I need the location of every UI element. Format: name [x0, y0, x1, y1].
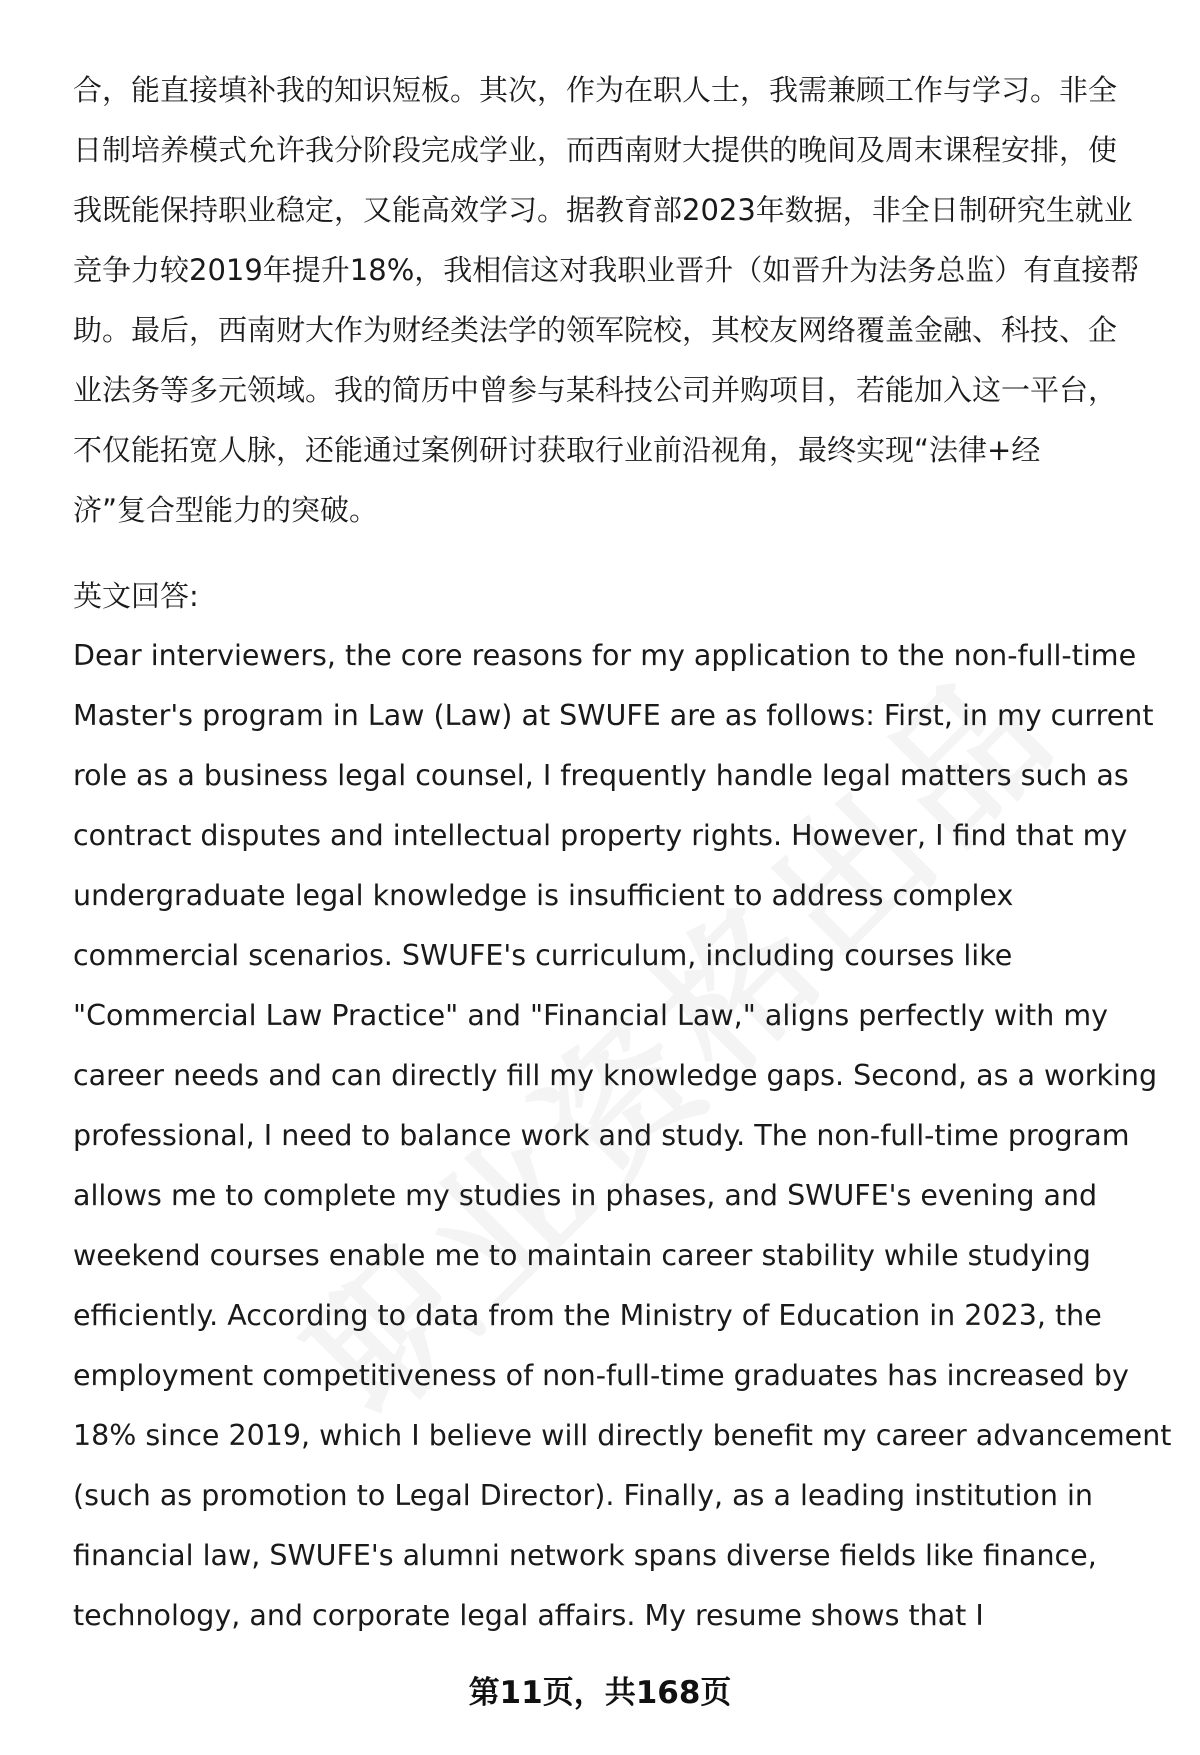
text-line: undergraduate legal knowledge is insufficient to address complex	[73, 879, 1014, 912]
text-line: "Commercial Law Practice" and "Financial Law," aligns perfectly with my	[73, 999, 1108, 1032]
chinese-answer	[73, 60, 1153, 540]
text-line: Master's program in Law (Law) at SWUFE are as follows: First, in my current	[73, 699, 1154, 732]
text-line: commercial scenarios. SWUFE's curriculum, including courses like	[73, 939, 1013, 972]
text-line: 日制培养模式允许我分阶段完成学业，而西南财大提供的晚间及周末课程安排，使	[73, 133, 1118, 167]
paragraph-gap	[73, 540, 1153, 566]
text-line: (such as promotion to Legal Director). Finally, as a leading institution in	[73, 1479, 1093, 1512]
text-line: career needs and can directly fill my knowledge gaps. Second, as a working	[73, 1059, 1158, 1092]
text-line: role as a business legal counsel, I frequently handle legal matters such as	[73, 759, 1129, 792]
text-line: 济”复合型能力的突破。	[73, 493, 379, 527]
text-line: financial law, SWUFE's alumni network spans diverse fields like finance,	[73, 1539, 1097, 1572]
text-line: professional, I need to balance work and study. The non-full-time program	[73, 1119, 1130, 1152]
text-line: allows me to complete my studies in phases, and SWUFE's evening and	[73, 1179, 1098, 1212]
text-line: 18% since 2019, which I believe will directly benefit my career advancement	[73, 1419, 1172, 1452]
document-body	[73, 60, 1172, 1646]
text-line: 业法务等多元领域。我的简历中曾参与某科技公司并购项目，若能加入这一平台，	[73, 373, 1118, 407]
english-answer	[73, 626, 1172, 1646]
text-line: 我既能保持职业稳定，又能高效学习。据教育部2023年数据，非全日制研究生就业	[73, 193, 1133, 227]
text-line: Dear interviewers, the core reasons for my application to the non-full-time	[73, 639, 1137, 672]
text-line: 助。最后，西南财大作为财经类法学的领军院校，其校友网络覆盖金融、科技、企	[73, 313, 1118, 347]
text-line: contract disputes and intellectual property rights. However, I find that my	[73, 819, 1128, 852]
text-line: efficiently. According to data from the Ministry of Education in 2023, the	[73, 1299, 1102, 1332]
text-line: technology, and corporate legal affairs. My resume shows that I	[73, 1599, 984, 1632]
text-line: 不仅能拓宽人脉，还能通过案例研讨获取行业前沿视角，最终实现“法律+经	[73, 433, 1041, 467]
text-line: 竞争力较2019年提升18%，我相信这对我职业晋升（如晋升为法务总监）有直接帮	[73, 253, 1140, 287]
text-line: 合，能直接填补我的知识短板。其次，作为在职人士，我需兼顾工作与学习。非全	[73, 73, 1118, 107]
english-answer-heading: 英文回答:	[73, 579, 199, 613]
page-number-footer: 第11页，共168页	[468, 1675, 732, 1711]
text-line: employment competitiveness of non-full-time graduates has increased by	[73, 1359, 1129, 1392]
text-line: weekend courses enable me to maintain career stability while studying	[73, 1239, 1091, 1272]
